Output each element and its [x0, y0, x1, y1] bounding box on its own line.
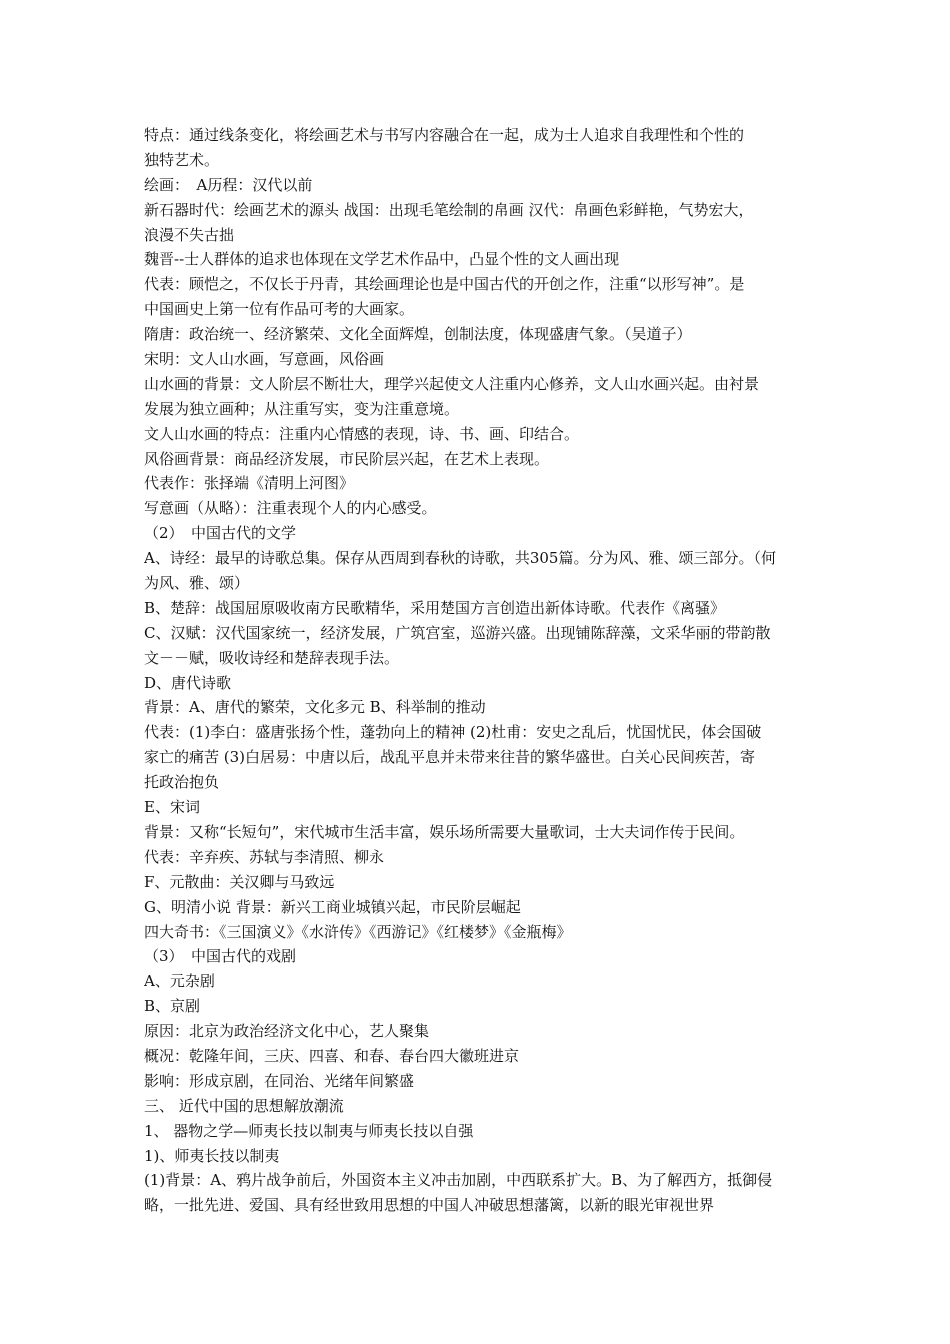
text-line: （2） 中国古代的文学 [144, 524, 297, 543]
text-line: A、诗经：最早的诗歌总集。保存从西周到春秋的诗歌，共305篇。分为风、雅、颂三部分。（何 [144, 549, 776, 568]
text-line: 家亡的痛苦 (3)白居易：中唐以后，战乱平息并未带来往昔的繁华盛世。白关心民间疾苦，寄 [144, 748, 756, 767]
text-line: 托政治抱负 [144, 773, 220, 792]
text-line: A、元杂剧 [144, 972, 215, 991]
text-line: 发展为独立画种；从注重写实，变为注重意境。 [144, 399, 460, 418]
text-line: 写意画（从略）：注重表现个人的内心感受。 [144, 499, 437, 518]
text-line: 代表：(1)李白：盛唐张扬个性，蓬勃向上的精神 (2)杜甫：安史之乱后，忧国忧民，体会国破 [144, 723, 762, 742]
text-line: F、元散曲：关汉卿与马致远 [144, 872, 335, 891]
text-line: 代表：顾恺之，不仅长于丹青，其绘画理论也是中国古代的开创之作，注重“以形写神”。是 [144, 275, 745, 294]
text-line: 影响：形成京剧，在同治、光绪年间繁盛 [144, 1071, 415, 1090]
text-line: B、京剧 [144, 997, 201, 1016]
text-line: 背景：A、唐代的繁荣，文化多元 B、科举制的推动 [144, 698, 486, 717]
text-line: 代表：辛弃疾、苏轼与李清照、柳永 [144, 847, 385, 866]
text-line: G、明清小说 背景：新兴工商业城镇兴起，市民阶层崛起 [144, 897, 521, 916]
text-line: 代表作：张择端《清明上河图》 [144, 474, 355, 493]
text-line: E、宋词 [144, 798, 200, 817]
text-line: 为风、雅、颂） [144, 574, 250, 593]
text-line: (1)背景：A、鸦片战争前后，外国资本主义冲击加剧，中西联系扩大。B、为了解西方，抵御侵 [144, 1171, 773, 1190]
text-line: 风俗画背景：商品经济发展，市民阶层兴起，在艺术上表现。 [144, 449, 550, 468]
text-line: 文－－赋，吸收诗经和楚辞表现手法。 [144, 648, 400, 667]
text-line: 概况：乾隆年间，三庆、四喜、和春、春台四大徽班进京 [144, 1046, 520, 1065]
text-line: 背景：又称“长短句”，宋代城市生活丰富，娱乐场所需要大量歌词，士大夫词作传于民间。 [144, 822, 745, 841]
text-line: 1)、师夷长技以制夷 [144, 1146, 280, 1165]
text-line: 浪漫不失古拙 [144, 225, 235, 244]
text-line: 四大奇书：《三国演义》《水浒传》《西游记》《红楼梦》《金瓶梅》 [144, 922, 572, 941]
text-line: D、唐代诗歌 [144, 673, 232, 692]
text-line: 文人山水画的特点：注重内心情感的表现，诗、书、画、印结合。 [144, 424, 580, 443]
text-line: 独特艺术。 [144, 150, 220, 169]
text-line: 隋唐：政治统一、经济繁荣、文化全面辉煌，创制法度，体现盛唐气象。（吴道子） [144, 325, 692, 344]
document-body [144, 123, 812, 1218]
text-line: C、汉赋：汉代国家统一，经济发展，广筑宫室，巡游兴盛。出现铺陈辞藻，文采华丽的带韵散 [144, 623, 771, 642]
text-line: 中国画史上第一位有作品可考的大画家。 [144, 300, 415, 319]
text-line: 原因：北京为政治经济文化中心，艺人聚集 [144, 1022, 430, 1041]
text-line: 略，一批先进、爱国、具有经世致用思想的中国人冲破思想藩篱，以新的眼光审视世界 [144, 1196, 715, 1215]
text-line: 宋明：文人山水画，写意画，风俗画 [144, 350, 385, 369]
text-line: 特点：通过线条变化，将绘画艺术与书写内容融合在一起，成为士人追求自我理性和个性的 [144, 126, 745, 144]
text-line: （3） 中国古代的戏剧 [144, 947, 297, 966]
text-line: 山水画的背景：文人阶层不断壮大，理学兴起使文人注重内心修养，文人山水画兴起。由衬景 [144, 374, 760, 393]
text-line: 三、 近代中国的思想解放潮流 [144, 1096, 344, 1115]
text-line: 新石器时代：绘画艺术的源头 战国：出现毛笔绘制的帛画 汉代：帛画色彩鲜艳，气势宏大， [144, 200, 754, 219]
text-line: 绘画： A历程：汉代以前 [144, 175, 313, 194]
text-line: 1、 器物之学—师夷长技以制夷与师夷长技以自强 [144, 1121, 474, 1140]
text-line: 魏晋--士人群体的追求也体现在文学艺术作品中，凸显个性的文人画出现 [144, 250, 620, 269]
text-line: B、楚辞：战国屈原吸收南方民歌精华，采用楚国方言创造出新体诗歌。代表作《离骚》 [144, 598, 726, 617]
